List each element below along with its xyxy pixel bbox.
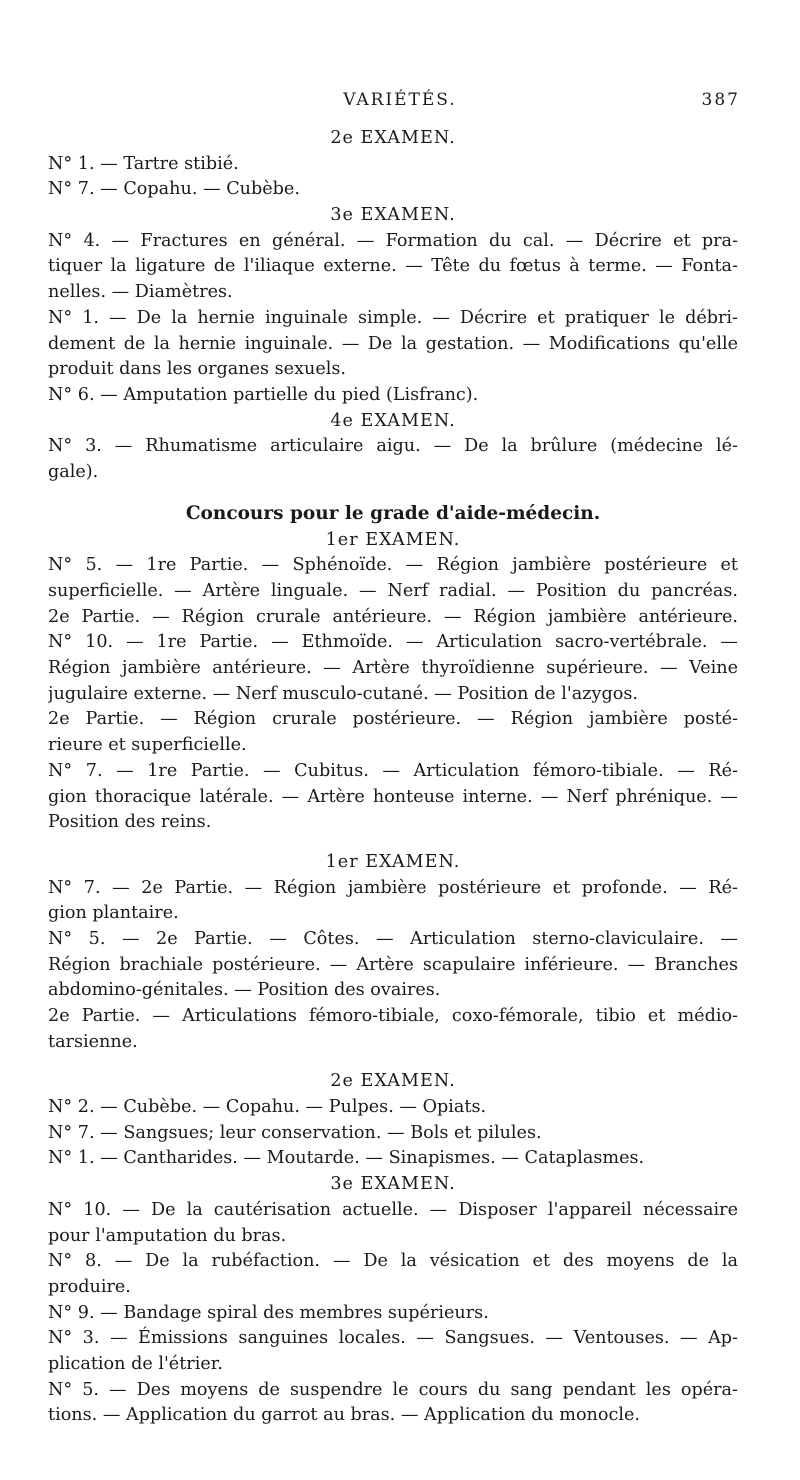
text-line: gale). <box>48 461 99 482</box>
text-line: tiquer la ligature de l'iliaque externe. — Tête du fœtus à terme. — Fonta- <box>48 256 738 277</box>
spacer <box>48 836 738 850</box>
text-line: N° 4. — Fractures en général. — Formation du cal. — Décrire et pra- <box>48 230 738 251</box>
text-line: 2e Partie. — Articulations fémoro-tibiale, coxo-fémorale, tibio et médio- <box>48 1006 738 1026</box>
page-number: 387 <box>701 90 740 110</box>
text-line: N° 6. — Amputation partielle du pied (Lisfranc). <box>48 384 479 405</box>
text-line: nelles. — Diamètres. <box>48 282 233 303</box>
text-line: N° 5. — 2e Partie. — Côtes. — Articulation sterno-claviculaire. — <box>48 928 738 949</box>
text-line: plication de l'étrier. <box>48 1353 223 1374</box>
text-line: N° 7. — 2e Partie. — Région jambière postérieure et profonde. — Ré- <box>48 877 738 898</box>
exam-heading: 1er EXAMEN. <box>325 529 461 550</box>
text-line: N° 9. — Bandage spiral des membres supérieurs. <box>48 1302 489 1323</box>
text-line: superficielle. — Artère linguale. — Nerf radial. — Position du pancréas. <box>48 581 738 601</box>
text-line: N° 1. — Cantharides. — Moutarde. — Sinapismes. — Cataplasmes. <box>48 1148 645 1169</box>
text-line: N° 5. — 1re Partie. — Sphénoïde. — Région jambière postérieure et <box>48 555 738 576</box>
exam-heading: 3e EXAMEN. <box>330 205 456 226</box>
exam-heading: 2e EXAMEN. <box>330 128 456 148</box>
text-line: Région jambière antérieure. — Artère thyroïdienne supérieure. — Veine <box>48 658 738 679</box>
spacer <box>48 486 738 500</box>
text-line: jugulaire externe. — Nerf musculo-cutané. — Position de l'azygos. <box>48 683 638 704</box>
text-line: abdomino-génitales. — Position des ovaires. <box>48 980 441 1001</box>
text-line: gion thoracique latérale. — Artère honteuse interne. — Nerf phrénique. — <box>48 786 738 807</box>
text-line: produire. <box>48 1276 131 1297</box>
text-line: N° 7. — 1re Partie. — Cubitus. — Articulation fémoro-tibiale. — Ré- <box>48 760 738 781</box>
text-line: N° 3. — Rhumatisme articulaire aigu. — De la brûlure (médecine lé- <box>48 436 738 457</box>
text-line: produit dans les organes sexuels. <box>48 359 346 380</box>
text-line: N° 8. — De la rubéfaction. — De la vésication et des moyens de la <box>48 1251 738 1272</box>
text-line: dement de la hernie inguinale. — De la gestation. — Modifications qu'elle <box>48 333 738 354</box>
exam-heading: 3e EXAMEN. <box>330 1174 456 1195</box>
exam-heading: 1er EXAMEN. <box>325 851 461 872</box>
text-line: N° 10. — 1re Partie. — Ethmoïde. — Articulation sacro-vertébrale. — <box>48 632 738 653</box>
text-line: N° 3. — Émissions sanguines locales. — Sangsues. — Ventouses. — Ap- <box>48 1328 738 1349</box>
page-body <box>48 126 738 1429</box>
text-line: Position des reins. <box>48 812 212 833</box>
text-line: tions. — Application du garrot au bras. — Application du monocle. <box>48 1405 640 1426</box>
exam-heading: 2e EXAMEN. <box>330 1071 456 1092</box>
running-head <box>60 90 740 116</box>
text-line: tarsienne. <box>48 1031 138 1052</box>
text-line: N° 2. — Cubèbe. — Copahu. — Pulpes. — Opiats. <box>48 1097 487 1118</box>
text-line: Région brachiale postérieure. — Artère scapulaire inférieure. — Branches <box>48 954 738 975</box>
text-line: gion plantaire. <box>48 903 179 924</box>
section-heading: Concours pour le grade d'aide-médecin. <box>185 502 601 524</box>
running-title: VARIÉTÉS. <box>343 90 457 110</box>
spacer <box>48 1055 738 1069</box>
text-line: N° 5. — Des moyens de suspendre le cours du sang pendant les opéra- <box>48 1379 738 1400</box>
exam-heading: 4e EXAMEN. <box>330 410 456 431</box>
text-line: N° 7. — Copahu. — Cubèbe. <box>48 179 300 200</box>
text-line: N° 10. — De la cautérisation actuelle. — Disposer l'appareil nécessaire <box>48 1199 738 1220</box>
text-line: pour l'amputation du bras. <box>48 1225 287 1246</box>
text-line: 2e Partie. — Région crurale postérieure. — Région jambière posté- <box>48 709 738 730</box>
text-line: N° 1. — De la hernie inguinale simple. — Décrire et pratiquer le débri- <box>48 307 738 328</box>
text-line: N° 7. — Sangsues; leur conservation. — Bols et pilules. <box>48 1122 542 1143</box>
text-line: N° 1. — Tartre stibié. <box>48 153 239 174</box>
text-line: 2e Partie. — Région crurale antérieure. — Région jambière antérieure. <box>48 606 738 627</box>
text-line: rieure et superficielle. <box>48 735 247 756</box>
